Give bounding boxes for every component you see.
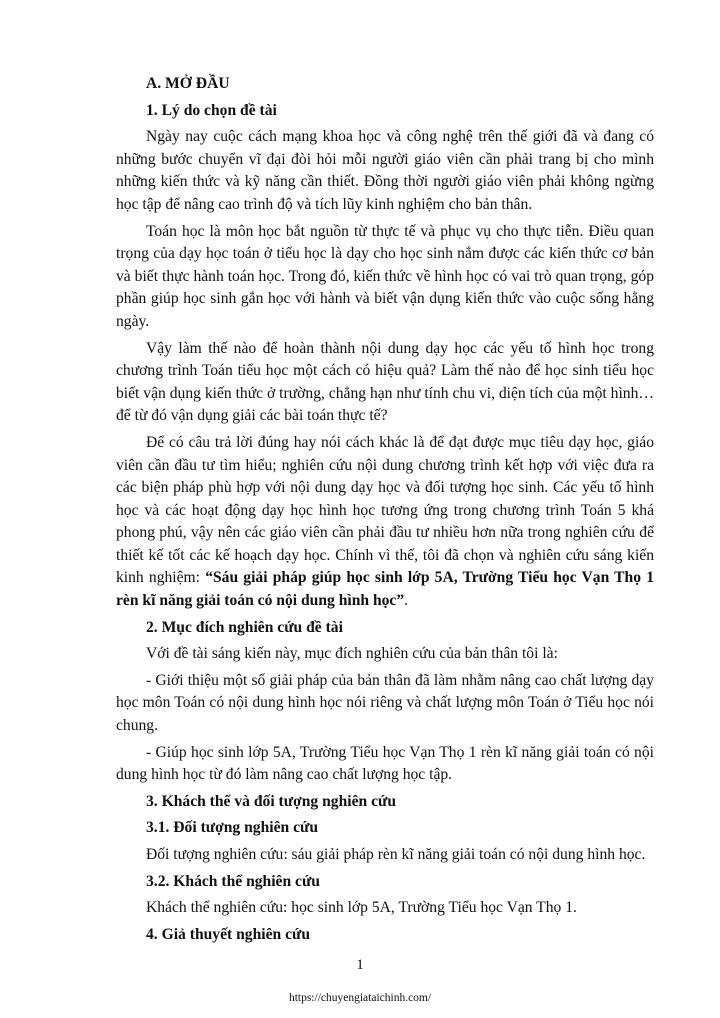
section-heading-1: 1. Lý do chọn đề tài (146, 101, 277, 119)
section-heading-2: 2. Mục đích nghiên cứu đề tài (146, 618, 343, 636)
paragraph-2: Toán học là môn học bắt nguồn từ thực tế và phục vụ cho thực tiễn. Điều quan trọng của dạy học toán ở tiểu học là dạy cho học sinh nắm được các kiến thức cơ bản và biết thực hành toán học. Trong đó, kiến thức về hình học có vai trò quan trọng, góp phần giúp học sinh gắn học với hành và biết vận dụng kiến thức vào cuộc sống hằng ngày. (116, 222, 654, 330)
page-number: 1 (356, 957, 364, 973)
paragraph-7: - Giúp học sinh lớp 5A, Trường Tiểu học Vạn Thọ 1 rèn kĩ năng giải toán có nội dung hình học từ đó làm nâng cao chất lượng học tập. (116, 743, 654, 784)
section-heading-4: 4. Giả thuyết nghiên cứu (146, 925, 311, 943)
section-heading-a: A. MỞ ĐẦU (146, 75, 230, 92)
paragraph-8: Đối tượng nghiên cứu: sáu giải pháp rèn kĩ năng giải toán có nội dung hình học. (146, 846, 646, 863)
paragraph-4 (116, 432, 654, 613)
paragraph-3: Vậy làm thế nào để hoàn thành nội dung dạy học các yếu tố hình học trong chương trình Toán tiểu học một cách có hiệu quả? Làm thế nào để học sinh tiểu học biết vận dụng kiến thức ở trường, chẳng hạn như tính chu vi, diện tích của một hình… để từ đó vận dụng giải các bài toán thực tế? (116, 339, 654, 425)
paragraph-1: Ngày nay cuộc cách mạng khoa học và công nghệ trên thế giới đã và đang có những bước chuyển vĩ đại đòi hỏi mỗi người giáo viên cần phải trang bị cho mình những kiến thức và kỹ năng cần thiết. Đồng thời người giáo viên phải không ngừng học tập để nâng cao trình độ và tích lũy kinh nghiệm cho bản thân. (116, 128, 654, 213)
section-heading-3-2: 3.2. Khách thể nghiên cứu (146, 872, 320, 890)
footer-url-link[interactable]: https://chuyengiataichinh.com/ (288, 992, 432, 1004)
section-heading-3-1: 3.1. Đối tượng nghiên cứu (146, 819, 319, 837)
page-content (116, 73, 654, 950)
paragraph-9: Khách thể nghiên cứu: học sinh lớp 5A, Trường Tiểu học Vạn Thọ 1. (146, 899, 577, 917)
paragraph-6: - Giới thiệu một số giải pháp của bản thân đã làm nhằm nâng cao chất lượng dạy học môn Toán có nội dung hình học nói riêng và chất lượng môn Toán ở Tiểu học nói chung. (116, 671, 654, 735)
paragraph-4-end: . (404, 592, 409, 610)
paragraph-5: Với đề tài sáng kiến này, mục đích nghiên cứu của bản thân tôi là: (146, 645, 558, 663)
section-heading-3: 3. Khách thể và đối tượng nghiên cứu (146, 792, 397, 810)
paragraph-4-text: Để có câu trả lời đúng hay nói cách khác là để đạt được mục tiêu dạy học, giáo viên cần đầu tư tìm hiểu; nghiên cứu nội dung chương trình kết hợp với việc đưa ra các biện pháp phù hợp với nội dung dạy học và đối tượng học sinh. Các yếu tố hình học và các hoạt động dạy học hình học tương ứng trong chương trình Toán 5 khá phong phú, vậy nên các giáo viên cần phải đầu tư nhiều hơn nữa trong nghiên cứu để thiết kế tốt các kế hoạch dạy học. Chính vì thế, tôi đã chọn và nghiên cứu sáng kiến kinh nghiệm: (116, 433, 654, 587)
paragraph-4-title: “Sáu giải pháp giúp học sinh lớp 5A, Trường Tiểu học Vạn Thọ 1 rèn kĩ năng giải toán có nội dung hình học” (116, 569, 654, 610)
